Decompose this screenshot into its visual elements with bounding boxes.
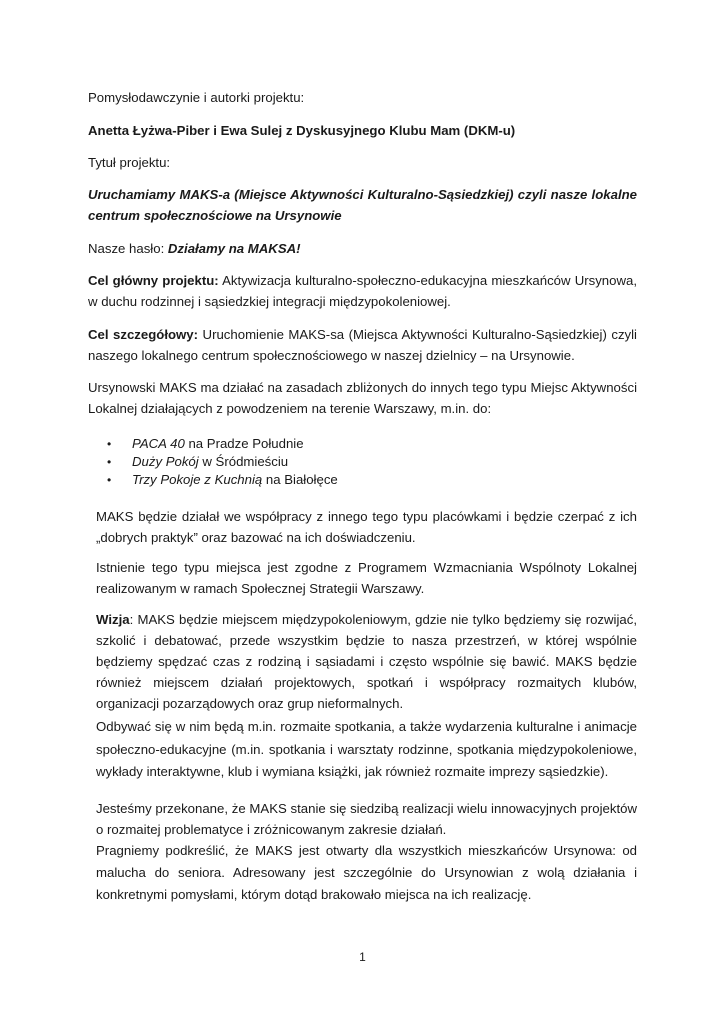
- place-location: w Śródmieściu: [198, 454, 289, 469]
- list-item: [88, 471, 637, 489]
- bullet-icon: •: [107, 455, 112, 469]
- place-location: na Białołęce: [262, 472, 338, 487]
- place-name: Duży Pokój: [132, 454, 199, 469]
- cooperation-paragraph: MAKS będzie działał we współpracy z innego tego typu placówkami i będzie czerpać z ich „dobrych praktyk” oraz bazować na ich doświadczeniu.: [96, 509, 637, 545]
- place-name: PACA 40: [132, 436, 185, 451]
- specific-goal: [88, 324, 637, 366]
- vision-text: : MAKS będzie miejscem międzypokoleniowym, gdzie nie tylko będziemy się rozwijać, szkolić i debatować, przede wszystkim będzie to nasza przestrzeń, w której wspólnie będziemy spędzać czas z rodziną i sąsiadami i często wspólnie się bawić. MAKS będzie również miejscem działań projektowych, spotkań i współpracy rozmaitych klubów, organizacji pozarządowych oraz grup nieformalnych.: [96, 612, 637, 711]
- vision-label: Wizja: [96, 612, 130, 627]
- specific-goal-label: Cel szczegółowy:: [88, 327, 199, 342]
- emphasis-paragraph: Pragniemy podkreślić, że MAKS jest otwarty dla wszystkich mieszkańców Ursynowa: od malucha do seniora. Adresowany jest szczególnie do Ursynowian z wolą działania i konkretnymi pomysłami, którym dotąd brakowało miejsca na ich realizację.: [96, 843, 637, 902]
- motto-line: [88, 238, 637, 259]
- program-paragraph: Istnienie tego typu miejsca jest zgodne z Programem Wzmacniania Wspólnoty Lokalnej realizowanym w ramach Społecznej Strategii Warszawy.: [96, 560, 637, 596]
- list-item: [88, 453, 637, 471]
- models-intro: Ursynowski MAKS ma działać na zasadach zbliżonych do innych tego typu Miejsc Aktywności Lokalnej działających z powodzeniem na terenie Warszawy, m.in. do:: [88, 380, 637, 416]
- title-label: Tytuł projektu:: [88, 155, 171, 170]
- specific-goal-text: Uruchomienie MAKS-sa (Miejsca Aktywności Kulturalno-Sąsiedzkiej) czyli naszego lokalnego centrum społecznościowego w naszej dzielnicy – na Ursynowie.: [88, 327, 637, 363]
- bullet-list: [88, 435, 637, 489]
- bullet-icon: •: [107, 473, 112, 487]
- project-title: Uruchamiamy MAKS-a (Miejsce Aktywności Kulturalno-Sąsiedzkiej) czyli nasze lokalne centrum społecznościowe na Ursynowie: [88, 187, 637, 223]
- authors-line: Anetta Łyżwa-Piber i Ewa Sulej z Dyskusyjnego Klubu Mam (DKM-u): [88, 123, 516, 138]
- main-goal-text: Aktywizacja kulturalno-społeczno-edukacyjna mieszkańców Ursynowa, w duchu rodzinnej i sąsiedzkiej integracji międzypokoleniowej.: [88, 273, 637, 309]
- events-paragraph: Odbywać się w nim będą m.in. rozmaite spotkania, a także wydarzenia kulturalne i animacje społeczno-edukacyjne (m.in. spotkania i warsztaty rodzinne, spotkania międzypokoleniowe, wykłady interaktywne, klub i wymiana książki, jak również rozmaite imprezy sąsiedzkie).: [96, 719, 637, 779]
- bullet-icon: •: [107, 437, 112, 451]
- main-goal-label: Cel główny projektu:: [88, 273, 219, 288]
- place-name: Trzy Pokoje z Kuchnią: [132, 472, 263, 487]
- main-goal: [88, 270, 637, 312]
- list-item: [88, 435, 637, 453]
- intro-label: Pomysłodawczynie i autorki projektu:: [88, 90, 305, 105]
- motto-value: Działamy na MAKSA!: [167, 241, 301, 256]
- conviction-paragraph: Jesteśmy przekonane, że MAKS stanie się siedzibą realizacji wielu innowacyjnych projektów o rozmaitej problematyce i zróżnicowanym zakresie działań.: [96, 801, 637, 837]
- motto-label: Nasze hasło:: [88, 241, 168, 256]
- page-number: 1: [359, 950, 366, 964]
- place-location: na Pradze Południe: [184, 436, 304, 451]
- vision-paragraph: [96, 609, 637, 714]
